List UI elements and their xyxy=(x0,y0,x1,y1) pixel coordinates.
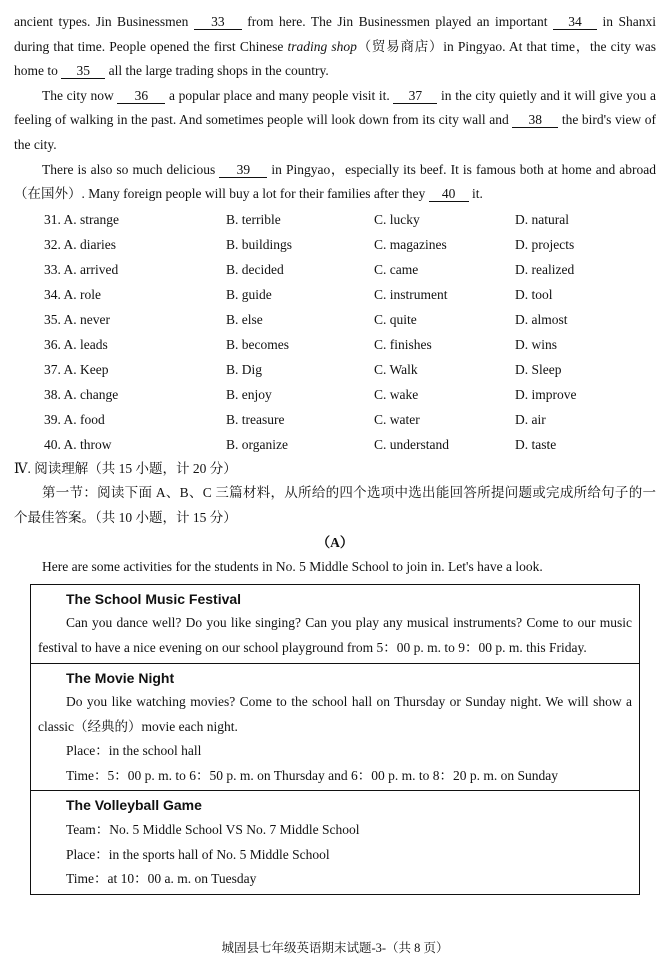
option: D. wins xyxy=(515,336,558,352)
option: D. tool xyxy=(515,286,553,302)
option: 40. A. throw xyxy=(44,436,112,452)
option: C. magazines xyxy=(374,236,447,252)
exam-page xyxy=(14,10,656,895)
passage-text: （贸易商店）in Pingyao. At that time，the city was home to xyxy=(14,38,656,79)
section-instruction: 第一节：阅读下面 A、B、C 三篇材料，从所给的四个选项中选出能回答所提问题或完成所给句子的一个最佳答案。（共 10 小题，计 15 分） xyxy=(14,485,656,525)
volleyball-time: Time：at 10：00 a. m. on Tuesday xyxy=(66,871,257,887)
movie-night-time: Time：5：00 p. m. to 6：50 p. m. on Thursday and 6：00 p. m. to 8：20 p. m. on Sunday xyxy=(66,767,559,783)
passage-paragraph-2 xyxy=(14,84,656,158)
option: 35. A. never xyxy=(44,311,110,327)
passage-text: in Shanxi during that time. People opened the first Chinese xyxy=(14,14,656,54)
movie-night-title: The Movie Night xyxy=(66,669,175,686)
passage-text: The city now xyxy=(42,87,118,103)
option: 31. A. strange xyxy=(44,211,119,227)
option: B. enjoy xyxy=(226,386,272,402)
option: D. almost xyxy=(515,311,568,327)
trading-shop-term: trading shop xyxy=(287,38,357,54)
option: C. water xyxy=(374,411,420,427)
option: C. lucky xyxy=(374,211,420,227)
intro-text: Here are some activities for the students in No. 5 Middle School to join in. Let's have a look. xyxy=(42,559,543,575)
option: 39. A. food xyxy=(44,411,105,427)
volleyball-title: The Volleyball Game xyxy=(66,797,202,814)
volleyball-team: Team：No. 5 Middle School VS No. 7 Middle School xyxy=(66,822,360,838)
option: C. quite xyxy=(374,311,417,327)
passage-text: from here. The Jin Businessmen played an important xyxy=(241,14,554,29)
option: D. realized xyxy=(515,261,575,277)
blank-38: 38 xyxy=(512,112,558,128)
option: 33. A. arrived xyxy=(44,261,119,277)
option: D. projects xyxy=(515,236,575,252)
activities-table xyxy=(30,584,640,895)
movie-night-place: Place：in the school hall xyxy=(66,743,202,759)
movie-night-text: Do you like watching movies? Come to the school hall on Thursday or Sunday night. We will show a classic（经典的）movie each night. xyxy=(38,694,632,734)
option: D. taste xyxy=(515,436,557,452)
passage-paragraph-3 xyxy=(14,158,656,207)
option: 36. A. leads xyxy=(44,336,108,352)
option: B. organize xyxy=(226,436,288,452)
passage-text: in the city quietly and it will give you a feeling of walking in the past. And sometimes people will look down from its city wall and xyxy=(14,87,656,128)
passage-paragraph-1 xyxy=(14,10,656,84)
option: 38. A. change xyxy=(44,386,119,402)
option: B. Dig xyxy=(226,361,263,377)
option: D. natural xyxy=(515,211,569,227)
option: C. wake xyxy=(374,386,419,402)
option: 32. A. diaries xyxy=(44,236,116,252)
blank-39: 39 xyxy=(219,162,267,178)
option: B. becomes xyxy=(226,336,289,352)
blank-33: 33 xyxy=(194,14,242,30)
blank-35: 35 xyxy=(61,63,105,79)
passage-text: There is also so much delicious xyxy=(42,161,220,177)
volleyball-cell xyxy=(31,791,639,893)
passage-text: it. xyxy=(468,186,483,202)
option: C. instrument xyxy=(374,286,448,302)
option: B. buildings xyxy=(226,236,293,252)
section-heading: Ⅳ. 阅读理解（共 15 小题，计 20 分） xyxy=(14,460,237,476)
page-footer: 城固县七年级英语期末试题-3-（共 8 页） xyxy=(221,941,449,955)
movie-night-cell xyxy=(31,664,639,792)
passage-text: the bird's view of the city. xyxy=(14,112,657,152)
options-grid xyxy=(14,207,656,457)
blank-36: 36 xyxy=(117,88,165,104)
blank-37: 37 xyxy=(393,88,437,104)
blank-34: 34 xyxy=(553,14,597,30)
option: C. Walk xyxy=(374,361,418,377)
music-festival-text: Can you dance well? Do you like singing? Can you play any musical instruments? Come to our music festival to have a nice evening on our school playground from 5：00 p. m. to 9：00 p. m. this Friday. xyxy=(38,615,632,655)
volleyball-place: Place：in the sports hall of No. 5 Middle School xyxy=(66,846,330,862)
option: B. treasure xyxy=(226,411,285,427)
option: C. finishes xyxy=(374,336,432,352)
blank-40: 40 xyxy=(429,186,469,202)
option: B. terrible xyxy=(226,211,281,227)
option: B. else xyxy=(226,311,263,327)
music-festival-cell xyxy=(31,585,639,664)
option: B. guide xyxy=(226,286,272,302)
option: D. improve xyxy=(515,386,577,402)
passage-text: ancient types. Jin Businessmen xyxy=(14,14,194,29)
option: B. decided xyxy=(226,261,284,277)
option: 37. A. Keep xyxy=(44,361,109,377)
option: D. Sleep xyxy=(515,361,562,377)
option: D. air xyxy=(515,411,546,427)
option: C. understand xyxy=(374,436,449,452)
passage-text: a popular place and many people visit it. xyxy=(165,87,394,103)
part-label: （A） xyxy=(316,534,354,550)
passage-text: all the large trading shops in the country. xyxy=(105,63,329,79)
passage-text: in Pingyao，especially its beef. It is famous both at home and abroad（在国外）. Many foreign people will buy a lot for their families after they xyxy=(14,161,656,202)
music-festival-title: The School Music Festival xyxy=(66,590,242,607)
option: 34. A. role xyxy=(44,286,101,302)
option: C. came xyxy=(374,261,419,277)
